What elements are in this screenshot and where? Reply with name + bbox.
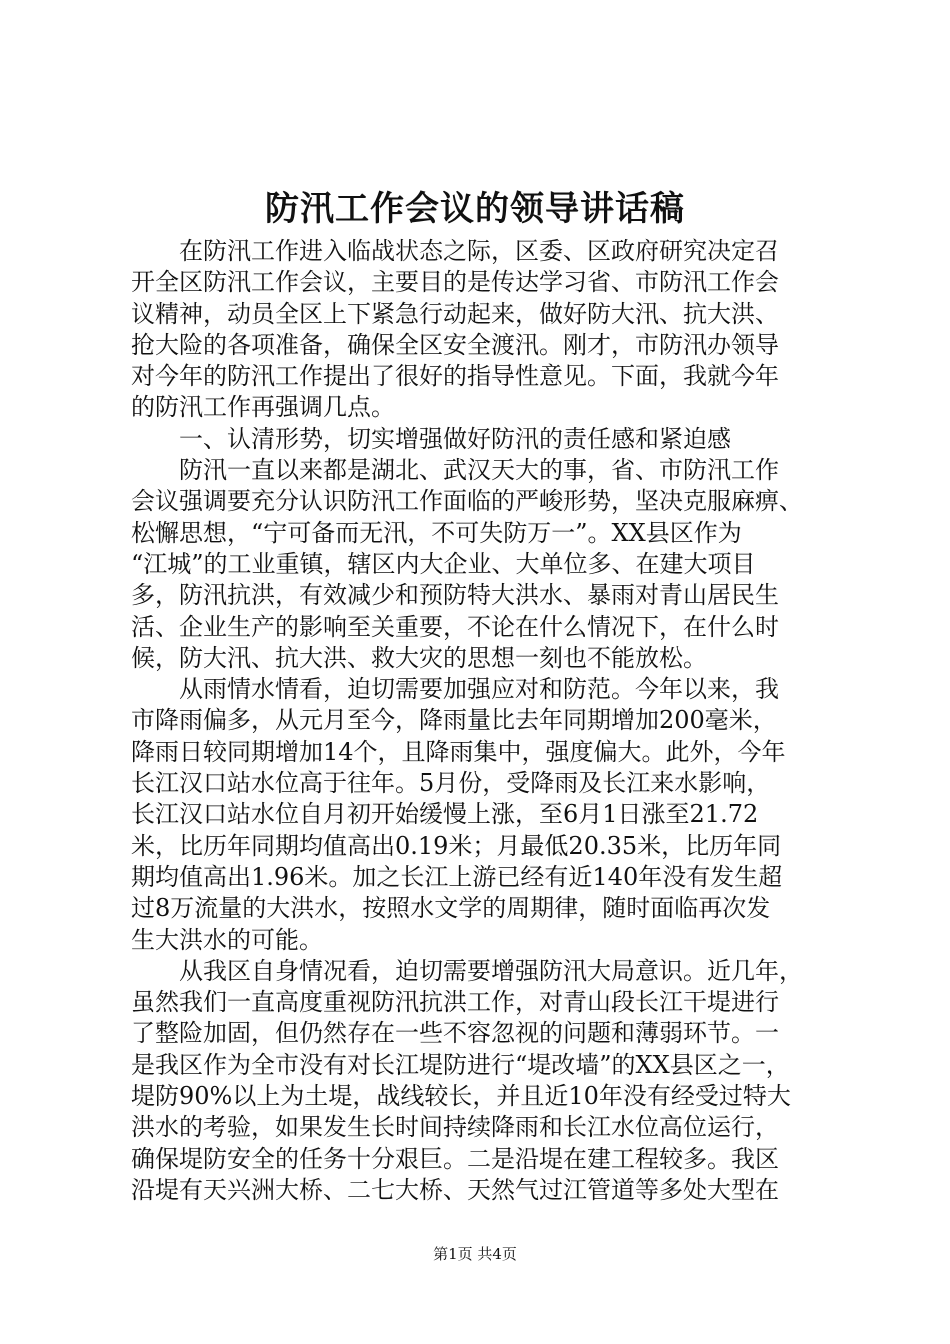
document-title: 防汛工作会议的领导讲话稿 [265, 189, 685, 229]
paragraph-situation: 防汛一直以来都是湖北、武汉天大的事，省、市防汛工作 会议强调要充分认识防汛工作面临的严峻形势，坚决克服麻痹、 松懈思想，“宁可备而无汛，不可失防万一”。XX县区作为 “江城”的工业重镇，辖区内大企业、大单位多、在建大项目 多，防汛抗洪，有效减少和预防特大洪水、暴雨对青山居民生 活、企业生产的影响至关重要，不论在什么情况下，在什么时 候，防大汛、抗大洪、救大灾的思想一刻也不能放松。 [131, 456, 803, 672]
document-body [131, 236, 831, 1206]
paragraph-district: 从我区自身情况看，迫切需要增强防汛大局意识。近几年， 虽然我们一直高度重视防汛抗洪工作，对青山段长江干堤进行 了整险加固，但仍然存在一些不容忽视的问题和薄弱环节。一 是我区作为全市没有对长江堤防进行“堤改墙”的XX县区之一， 堤防90%以上为土堤，战线较长，并且近10年没有经受过特大 洪水的考验，如果发生长时间持续降雨和长江水位高位运行， 确保堤防安全的任务十分艰巨。二是沿堤在建工程较多。我区 沿堤有天兴洲大桥、二七大桥、天然气过江管道等多处大型在 [131, 956, 803, 1204]
page-footer: 第1页 共4页 [433, 1245, 517, 1263]
section-heading-1: 一、认清形势，切实增强做好防汛的责任感和紧迫感 [179, 424, 731, 453]
paragraph-intro: 在防汛工作进入临战状态之际，区委、区政府研究决定召 开全区防汛工作会议，主要目的是传达学习省、市防汛工作会 议精神，动员全区上下紧急行动起来，做好防大汛、抗大洪、 抢大险的各项准备，确保全区安全渡汛。刚才，市防汛办领导 对今年的防汛工作提出了很好的指导性意见。下面，我就今年 的防汛工作再强调几点。 [131, 237, 779, 422]
paragraph-rain-water: 从雨情水情看，迫切需要加强应对和防范。今年以来，我 市降雨偏多，从元月至今，降雨量比去年同期增加200毫米， 降雨日较同期增加14个，且降雨集中，强度偏大。此外，今年 长江汉口站水位高于往年。5月份，受降雨及长江来水影响， 长江汉口站水位自月初开始缓慢上涨，至6月1日涨至21.72 米，比历年同期均值高出0.19米；月最低20.35米，比历年同 期均值高出1.96米。加之长江上游已经有近140年没有发生超 过8万流量的大洪水，按照水文学的周期律，随时面临再次发 生大洪水的可能。 [131, 675, 786, 954]
